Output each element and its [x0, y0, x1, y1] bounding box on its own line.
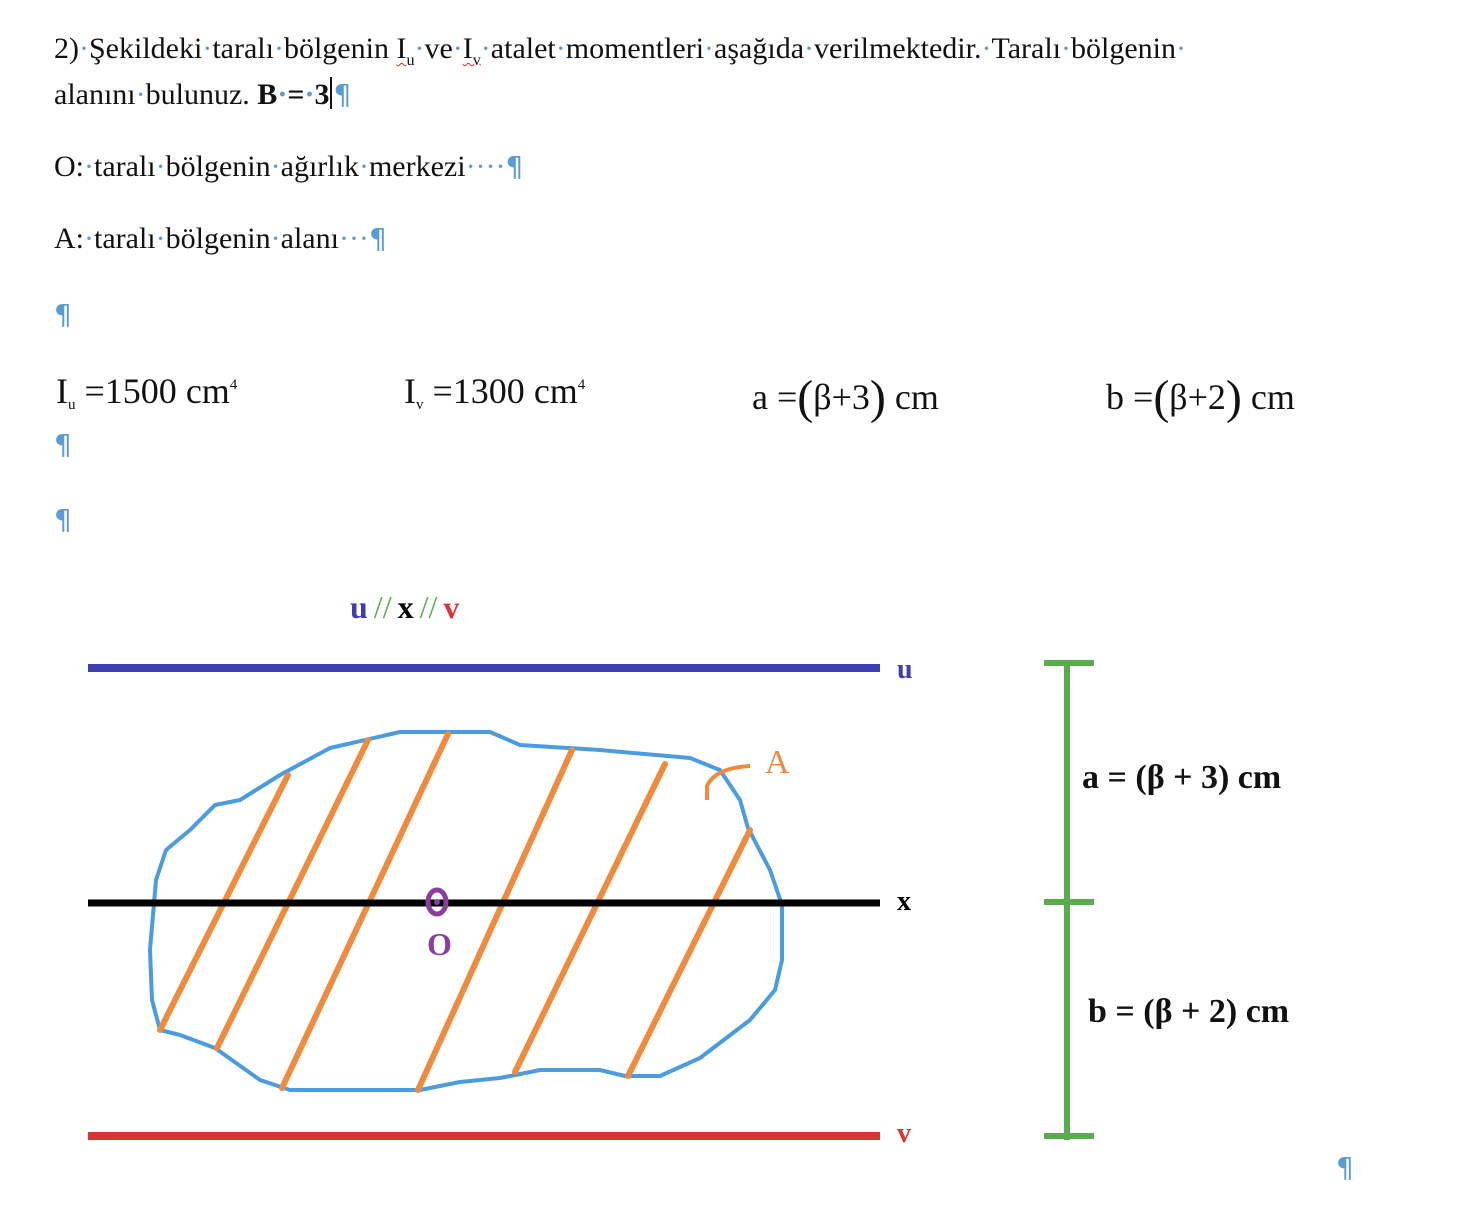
centroid-definition[interactable]: O:·taralı·bölgenin·ağırlık·merkezi····¶ [54, 150, 524, 183]
pilcrow-mark: ¶ [1336, 1151, 1354, 1184]
hatch-line-6 [628, 830, 750, 1076]
b-equation[interactable]: b =(β+2) cm [1106, 371, 1295, 424]
question-line-2[interactable]: alanını·bulunuz. B·=·3 ¶ [54, 78, 352, 111]
iv-inline: $I_v$ [462, 32, 481, 69]
a-equation[interactable]: a =(β+3) cm [752, 371, 939, 424]
hatch-line-3 [282, 734, 448, 1088]
iu-inline: $I_u$ [396, 32, 415, 69]
hatch-lines [160, 734, 750, 1090]
centroid-label: O [427, 926, 452, 962]
beta-assignment: B·=·3 [257, 78, 330, 111]
hatch-line-5 [515, 764, 665, 1072]
v-axis-label: v [897, 1118, 911, 1149]
region-outline [150, 732, 782, 1090]
iu-equation[interactable]: $I_u =1500$ $cm^4$ [56, 371, 238, 413]
question-line-1[interactable]: 2)·Şekildeki·taralı·bölgenin $I_u\cdot ve\cdot I_v\cdot atalet\cdot momentleri\cdot aşağıda\cdot verilmektedir.\cdot Taralı\cdot bölgenin\cdot$ [54, 32, 1186, 69]
pilcrow-mark: ¶ [505, 150, 524, 183]
pilcrow-mark: ¶ [54, 503, 72, 536]
question-number: 2) [54, 32, 79, 65]
x-axis-label: x [897, 886, 911, 917]
iv-equation[interactable]: $I_v =1300$ $cm^4$ [404, 371, 586, 413]
dimension-line [1044, 663, 1094, 1140]
centroid-dot [434, 899, 440, 905]
pilcrow-mark: ¶ [54, 428, 72, 461]
empty-paragraph[interactable] [1336, 1148, 1354, 1188]
area-label: A [765, 744, 790, 781]
dimension-a-label: a = (β + 3) cm [1082, 759, 1282, 796]
pilcrow-mark: ¶ [54, 298, 72, 331]
pilcrow-mark: ¶ [368, 222, 387, 255]
hatch-line-4 [418, 750, 572, 1090]
area-definition[interactable]: A:·taralı·bölgenin·alanı···¶ [54, 222, 387, 255]
hatch-line-2 [217, 740, 368, 1048]
pilcrow-mark: ¶ [333, 78, 352, 111]
u-axis-label: u [897, 654, 913, 685]
dimension-b-label: b = (β + 2) cm [1088, 993, 1290, 1030]
figure-title: u // x // v [350, 589, 460, 625]
